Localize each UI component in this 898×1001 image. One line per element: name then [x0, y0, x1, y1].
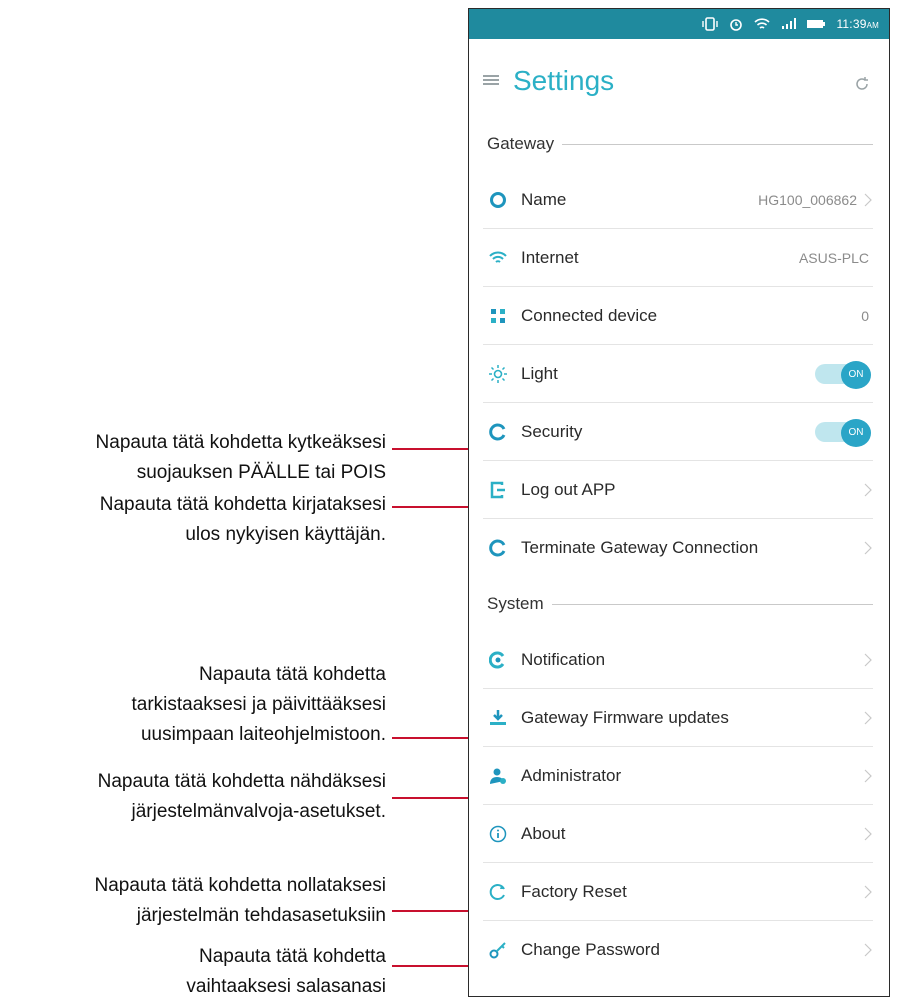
sun-icon [487, 363, 509, 385]
signal-icon [780, 17, 796, 31]
settings-row-security [483, 403, 873, 461]
chevron-right-icon [863, 885, 873, 899]
toggle-knob: ON [841, 361, 871, 389]
callout-security: Napauta tätä kohdetta kytkeäksesi suojauksen PÄÄLLE tai POIS [95, 432, 386, 483]
info-icon [487, 823, 509, 845]
row-value: 0 [861, 307, 869, 324]
row-label: Name [521, 189, 567, 209]
hamburger-menu-icon[interactable] [483, 75, 499, 85]
row-label: Notification [521, 649, 606, 669]
devices-grid-icon [487, 305, 509, 327]
chevron-right-icon [863, 769, 873, 783]
settings-row-connected-device[interactable] [483, 287, 873, 345]
status-time: 11:39AM [836, 17, 879, 31]
chevron-right-icon [863, 827, 873, 841]
section-system [469, 577, 889, 631]
row-label: Log out APP [521, 479, 616, 499]
settings-row-change-password[interactable] [483, 921, 873, 979]
chevron-right-icon [863, 711, 873, 725]
row-label: Terminate Gateway Connection [521, 538, 759, 557]
chevron-right-icon [863, 483, 873, 497]
section-label: System [487, 594, 544, 613]
light-toggle[interactable] [815, 361, 871, 387]
section-divider [552, 604, 873, 605]
row-value: ASUS-PLC [798, 249, 869, 266]
page-title: Settings [513, 65, 615, 96]
row-label: Security [521, 421, 583, 441]
row-label: Factory Reset [521, 881, 627, 901]
row-label: Change Password [521, 940, 660, 959]
refresh-icon[interactable] [853, 75, 871, 93]
row-label: Administrator [521, 765, 622, 785]
row-value: HG100_006862 [758, 191, 857, 208]
chevron-right-icon [863, 541, 873, 555]
settings-row-notification[interactable] [483, 631, 873, 689]
wifi-icon [487, 247, 509, 269]
wifi-icon [754, 17, 770, 31]
security-icon [487, 421, 509, 443]
row-label: About [521, 823, 566, 843]
settings-row-light [483, 345, 873, 403]
row-label: Light [521, 363, 558, 383]
logout-icon [487, 479, 509, 501]
chevron-right-icon [863, 943, 873, 957]
battery-icon [806, 17, 826, 31]
security-toggle[interactable] [815, 419, 871, 445]
alarm-icon [728, 17, 744, 31]
settings-row-internet[interactable] [483, 229, 873, 287]
settings-row-firmware[interactable] [483, 689, 873, 747]
callout-change-password: Napauta tätä kohdetta vaihtaaksesi salasanasi [186, 946, 386, 997]
settings-row-log-out[interactable] [483, 461, 873, 519]
row-label: Gateway Firmware updates [521, 707, 729, 727]
vibrate-icon [702, 17, 718, 31]
callout-factory-reset: Napauta tätä kohdetta nollataksesi järjestelmän tehdasasetuksiin [94, 875, 386, 926]
callout-firmware: Napauta tätä kohdetta tarkistaaksesi ja päivittääksesi uusimpaan laiteohjelmistoon. [131, 664, 386, 745]
admin-user-icon [487, 765, 509, 787]
chevron-right-icon [863, 193, 873, 207]
section-gateway [469, 117, 889, 171]
row-label: Connected device [521, 305, 658, 325]
status-bar [469, 9, 889, 39]
settings-row-administrator[interactable] [483, 747, 873, 805]
settings-row-about[interactable] [483, 805, 873, 863]
callout-logout: Napauta tätä kohdetta kirjataksesi ulos nykyisen käyttäjän. [99, 494, 386, 545]
section-divider [562, 144, 873, 145]
app-bar [469, 39, 889, 117]
section-label: Gateway [487, 134, 555, 153]
circle-icon [487, 189, 509, 211]
toggle-knob: ON [841, 419, 871, 447]
chevron-right-icon [863, 653, 873, 667]
row-label: Internet [521, 247, 579, 267]
reset-icon [487, 881, 509, 903]
phone-screen [468, 8, 890, 997]
key-icon [487, 939, 509, 961]
terminate-icon [487, 537, 509, 559]
settings-row-terminate[interactable] [483, 519, 873, 577]
settings-row-name[interactable] [483, 171, 873, 229]
download-icon [487, 707, 509, 729]
notification-icon [487, 649, 509, 671]
callout-administrator: Napauta tätä kohdetta nähdäksesi järjestelmänvalvoja-asetukset. [97, 771, 386, 822]
settings-row-factory-reset[interactable] [483, 863, 873, 921]
